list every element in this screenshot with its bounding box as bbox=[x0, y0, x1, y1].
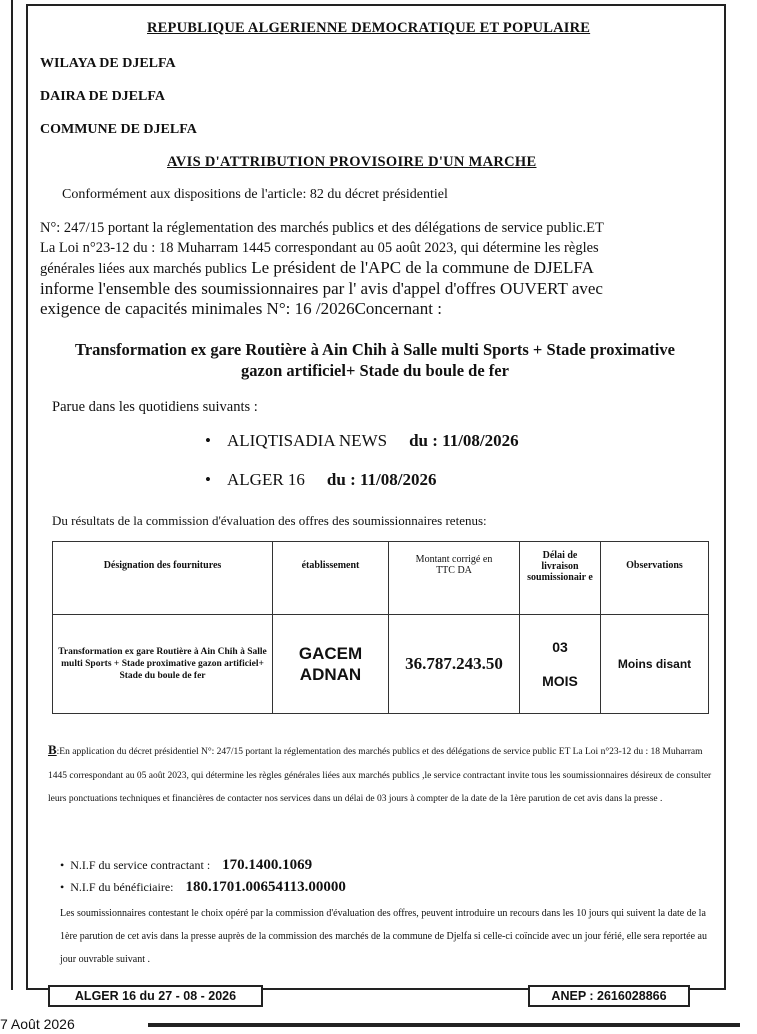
header-designation: Désignation des fournitures bbox=[53, 542, 273, 615]
intro-line: Conformément aux dispositions de l'article: 82 du décret présidentiel bbox=[62, 187, 448, 202]
appeal-notice: Les soumissionnaires contestant le choix opéré par la commission d'évaluation des offres, peuvent introduire un recours dans les 10 jours qui suivent la date de la 1ère parution de cet avis dans la presse auprès de la commission des marchés de la commune de Djelfa si celle-ci coïncide avec un jour férié, elle sera reportée au jour ouvrable suivant . bbox=[60, 908, 707, 965]
nif-beneficiary bbox=[60, 879, 346, 896]
newspaper-date: du : 11/08/2026 bbox=[326, 470, 437, 489]
body-line-3a: générales liées aux marchés publics bbox=[40, 261, 247, 277]
newspaper-item bbox=[205, 470, 437, 490]
cell-designation: Transformation ex gare Routière à Ain Chih à Salle multi Sports + Stade proximative gazon artificiel+ Stade du boule de fer bbox=[53, 615, 273, 714]
delay-unit: MOIS bbox=[542, 673, 578, 689]
commune-line: COMMUNE DE DJELFA bbox=[40, 122, 197, 137]
anep-reference: ANEP : 2616028866 bbox=[528, 985, 690, 1007]
notice-title: AVIS D'ATTRIBUTION PROVISOIRE D'UN MARCHE bbox=[167, 154, 537, 170]
results-intro: Du résultats de la commission d'évaluation des offres des soumissionnaires retenus: bbox=[52, 513, 487, 528]
published-in-label: Parue dans les quotidiens suivants : bbox=[52, 399, 258, 415]
section-letter: B bbox=[48, 742, 57, 757]
body-line-3 bbox=[40, 258, 720, 279]
header-delai: Délai de livraison soumissionair e bbox=[520, 542, 601, 615]
body-line-4: informe l'ensemble des soumissionnaires par l' avis d'appel d'offres OUVERT avec bbox=[40, 279, 603, 298]
nif-contracting-service bbox=[60, 857, 312, 874]
bullet-icon: • bbox=[205, 431, 211, 450]
header-observations: Observations bbox=[601, 542, 709, 615]
delay-value: 03 bbox=[552, 639, 568, 655]
body-line-5: exigence de capacités minimales N°: 16 /2026Concernant : bbox=[40, 299, 442, 318]
decree-paragraph bbox=[40, 218, 720, 319]
header-montant: Montant corrigé en TTC DA bbox=[389, 542, 520, 615]
daira-line: DAIRA DE DJELFA bbox=[40, 89, 165, 104]
republic-heading: REPUBLIQUE ALGERIENNE DEMOCRATIQUE ET POPULAIRE bbox=[147, 20, 591, 36]
page-date: 7 Août 2026 bbox=[0, 1016, 75, 1032]
consultation-notice bbox=[48, 738, 718, 812]
nif-value: 180.1701.00654113.00000 bbox=[185, 879, 346, 895]
consultation-text: :En application du décret présidentiel N°: 247/15 portant la réglementation des marchés publics et des délégations de service public ET La Loi n°23-12 du : 18 Muharram 1445 correspondant au 05 août 2023, qui détermine les règles générales liées aux marchés publics ,le service contractant invite tous les soumissionnaires désireux de consulter leurs ponctuations techniques et financières de contacter nos services dans un délai de 03 jours à compter de la date de la 1ère parution de cet avis dans la presse . bbox=[48, 747, 712, 804]
company-name-line-2: ADNAN bbox=[299, 665, 362, 684]
results-table bbox=[52, 541, 709, 714]
bullet-icon: • bbox=[60, 880, 71, 894]
newspaper-name: ALIQTISADIA NEWS bbox=[227, 431, 388, 450]
nif-label: N.I.F du service contractant : bbox=[70, 858, 211, 872]
cell-delai bbox=[520, 615, 601, 714]
table-row bbox=[53, 615, 709, 714]
table-header-row bbox=[53, 542, 709, 615]
newspaper-item bbox=[205, 431, 519, 451]
notice-frame bbox=[26, 4, 726, 990]
publication-reference: ALGER 16 du 27 - 08 - 2026 bbox=[48, 985, 263, 1007]
header-etablissement: établissement bbox=[273, 542, 389, 615]
bullet-icon: • bbox=[205, 470, 211, 489]
cell-observations: Moins disant bbox=[601, 615, 709, 714]
bullet-icon: • bbox=[60, 858, 71, 872]
newspaper-date: du : 11/08/2026 bbox=[409, 431, 519, 450]
cell-etablissement bbox=[273, 615, 389, 714]
wilaya-line: WILAYA DE DJELFA bbox=[40, 56, 176, 71]
cell-montant: 36.787.243.50 bbox=[389, 615, 520, 714]
body-line-1: N°: 247/15 portant la réglementation des marchés publics et des délégations de service public.ET bbox=[40, 220, 604, 236]
project-title: Transformation ex gare Routière à Ain Chih à Salle multi Sports + Stade proximative gazon artificiel+ Stade du boule de fer bbox=[75, 340, 675, 380]
body-line-3b: Le président de l'APC de la commune de DJELFA bbox=[246, 258, 594, 277]
body-line-2: La Loi n°23-12 du : 18 Muharram 1445 correspondant au 05 août 2023, qui détermine les règles bbox=[40, 240, 599, 256]
adjacent-page-edge bbox=[0, 0, 13, 990]
company-name-line-1: GACEM bbox=[298, 644, 363, 663]
newspaper-name: ALGER 16 bbox=[227, 470, 305, 489]
nif-label: N.I.F du bénéficiaire: bbox=[70, 880, 174, 894]
page-bottom-rule bbox=[148, 1023, 740, 1027]
nif-value: 170.1400.1069 bbox=[222, 857, 313, 873]
